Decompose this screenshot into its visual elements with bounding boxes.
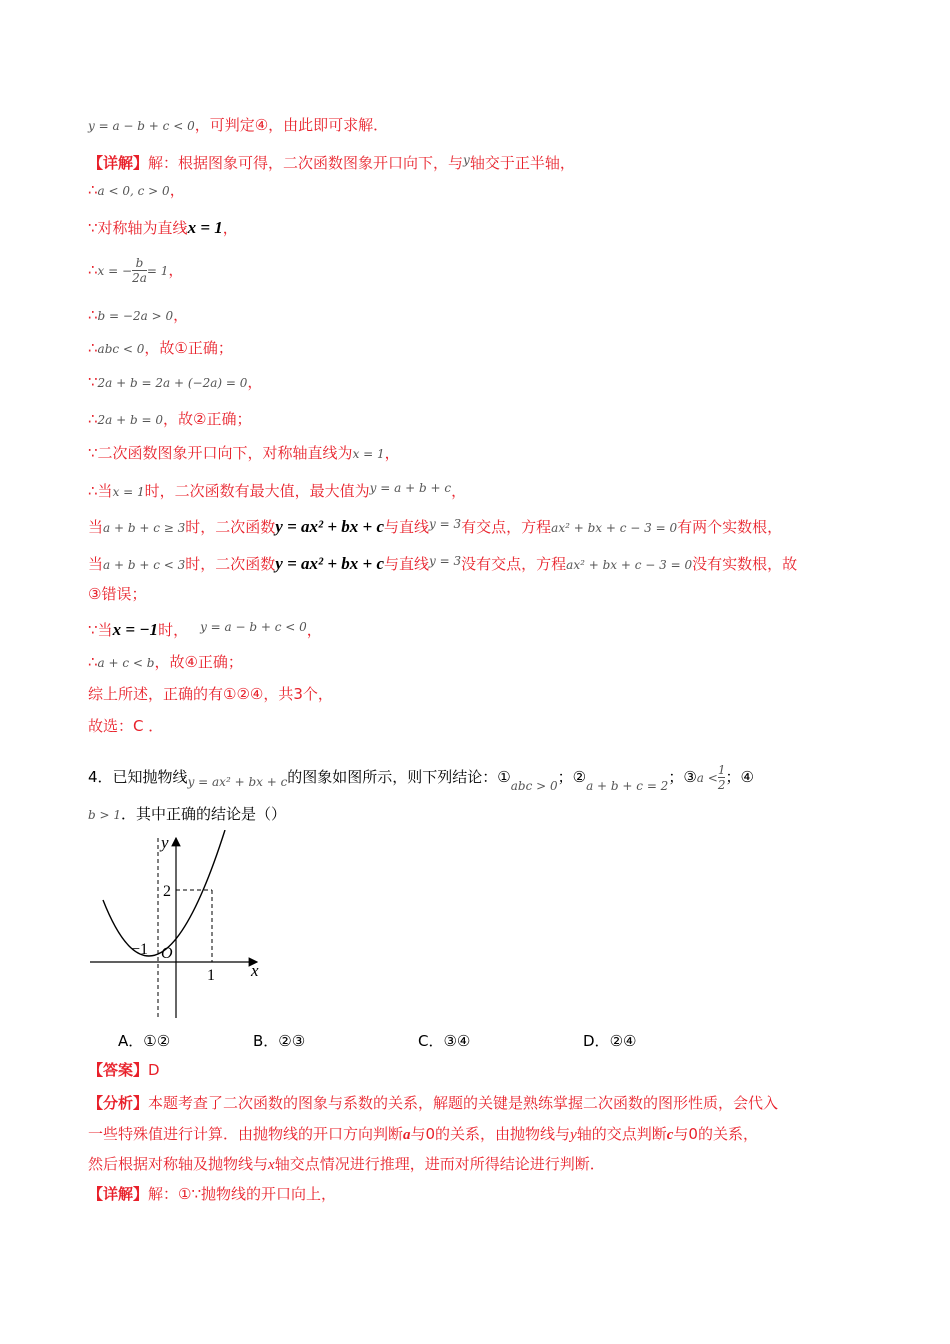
sol3-line11 xyxy=(88,478,466,502)
sol3-line8 xyxy=(88,372,262,393)
sol3-line4 xyxy=(88,218,238,238)
sol3-line13 xyxy=(88,551,797,575)
analysis-line1 xyxy=(88,1093,778,1113)
text: ， xyxy=(247,373,263,391)
denominator: 2a xyxy=(132,271,147,285)
text: 时， xyxy=(158,621,189,639)
math: a < xyxy=(696,771,718,785)
text: 当 xyxy=(97,621,113,639)
sol3-line14 xyxy=(88,584,146,604)
sol3-line1 xyxy=(88,115,388,136)
math: y = 3 xyxy=(429,517,462,531)
analysis-line3 xyxy=(88,1154,605,1175)
fraction xyxy=(132,256,147,285)
sol3-line7 xyxy=(88,338,233,359)
text: ，故①正确； xyxy=(144,339,233,357)
math: a + b + c ≥ 3 xyxy=(103,521,186,535)
answer-tag: 【答案】 xyxy=(88,1061,149,1079)
math: x = 1 xyxy=(352,447,385,461)
sol3-line2 xyxy=(88,150,575,173)
option-key: D． xyxy=(583,1032,610,1050)
math: b > 1 xyxy=(88,808,121,822)
because-symbol: ∵ xyxy=(88,621,98,639)
math: y = a − b + c < 0 xyxy=(88,119,195,133)
analysis-tag: 【分析】 xyxy=(88,1094,149,1112)
option-text: ①② xyxy=(143,1032,171,1050)
text: 没有实数根，故 xyxy=(692,555,798,573)
math: y = a − b + c < 0 xyxy=(200,620,307,634)
therefore-symbol: ∴ xyxy=(88,339,98,357)
therefore-symbol: ∴ xyxy=(88,181,98,199)
option-text: ②③ xyxy=(278,1032,306,1050)
text: 轴交点情况进行推理，进而对所得结论进行判断． xyxy=(274,1155,605,1173)
therefore-symbol: ∴ xyxy=(88,410,98,428)
q4-stem-line2 xyxy=(88,804,286,825)
analysis-line2 xyxy=(88,1124,758,1145)
text: ， xyxy=(169,181,185,199)
math: = 1 xyxy=(146,264,169,278)
math: y = a + b + c xyxy=(369,481,452,495)
option-text: ②④ xyxy=(609,1032,637,1050)
math: 2a + b = 2a + (−2a) = 0 xyxy=(97,376,248,390)
text: ；② xyxy=(557,768,587,786)
math: y = ax² + bx + c xyxy=(275,554,385,573)
option-c[interactable] xyxy=(418,1030,470,1051)
therefore-symbol: ∴ xyxy=(88,306,98,324)
text: 故选：C ． xyxy=(88,717,164,735)
answer-value: D xyxy=(148,1061,160,1079)
text: 有交点，方程 xyxy=(461,518,552,536)
sol3-line5 xyxy=(88,255,183,286)
sol3-line9 xyxy=(88,409,251,430)
x-axis-label: x xyxy=(251,961,259,980)
math: abc < 0 xyxy=(97,342,145,356)
math: y = 3 xyxy=(429,554,462,568)
text: 解：① xyxy=(148,1185,192,1203)
text: 与直线 xyxy=(384,555,430,573)
math: c xyxy=(666,1127,674,1143)
math: x = − xyxy=(97,264,133,278)
tick-label-1: 1 xyxy=(207,967,215,984)
option-a[interactable] xyxy=(118,1030,170,1051)
answer-line xyxy=(88,1060,160,1080)
math: a + c < b xyxy=(97,656,155,670)
sol3-line3 xyxy=(88,180,185,201)
math: x = 1 xyxy=(187,218,223,237)
text: 与直线 xyxy=(384,518,430,536)
because-symbol: ∵ xyxy=(88,373,98,391)
math: ax² + bx + c − 3 = 0 xyxy=(551,521,678,535)
math: 2a + b = 0 xyxy=(97,413,164,427)
q4-stem-line1 xyxy=(88,762,754,801)
text: ， xyxy=(168,261,184,279)
option-key: C． xyxy=(418,1032,444,1050)
text: ， xyxy=(173,306,189,324)
text: ．其中正确的结论是（） xyxy=(121,805,287,823)
origin-label: O xyxy=(161,945,173,962)
text: ；④ xyxy=(725,768,754,786)
therefore-symbol: ∴ xyxy=(88,653,98,671)
because-symbol: ∵ xyxy=(191,1185,202,1203)
text: 时，二次函数 xyxy=(185,518,276,536)
text: 与0的关系，由抛物线与 xyxy=(410,1125,571,1143)
text: 轴交于正半轴， xyxy=(469,154,575,172)
sol3-line18 xyxy=(88,716,163,736)
text: 抛物线的开口向上， xyxy=(201,1185,337,1203)
text: 没有交点，方程 xyxy=(461,555,567,573)
math: y = ax² + bx + c xyxy=(187,775,288,789)
text: 与0的关系， xyxy=(673,1125,758,1143)
math: x = 1 xyxy=(112,485,145,499)
text: ；③ xyxy=(668,768,697,786)
text: ， xyxy=(222,219,238,237)
sol3-line10 xyxy=(88,443,400,464)
math: abc > 0 xyxy=(510,779,558,793)
sol3-line17 xyxy=(88,684,333,704)
option-b[interactable] xyxy=(253,1030,305,1051)
option-text: ③④ xyxy=(443,1032,471,1050)
question-number: 4． xyxy=(88,768,113,786)
because-symbol: ∵ xyxy=(88,219,98,237)
math: y = ax² + bx + c xyxy=(275,517,385,536)
text: ， xyxy=(306,621,322,639)
detail-line xyxy=(88,1184,336,1204)
math: a + b + c = 2 xyxy=(586,779,669,793)
numerator: 1 xyxy=(717,763,726,777)
math: y xyxy=(570,1127,577,1143)
sol3-line6 xyxy=(88,305,188,326)
text: 有两个实数根， xyxy=(677,518,783,536)
text: 当 xyxy=(97,482,113,500)
text: 二次函数图象开口向下，对称轴直线为 xyxy=(97,444,353,462)
text: ， xyxy=(384,444,400,462)
parabola-graph xyxy=(85,830,275,1020)
text: 已知抛物线 xyxy=(112,768,188,786)
math: a xyxy=(403,1127,411,1143)
text: 当 xyxy=(88,555,104,573)
text: 时，二次函数 xyxy=(185,555,276,573)
math: x xyxy=(268,1157,275,1173)
because-symbol: ∵ xyxy=(88,444,98,462)
option-d[interactable] xyxy=(583,1030,636,1051)
text: 对称轴为直线 xyxy=(97,219,188,237)
text: ③错误； xyxy=(88,585,147,603)
denominator: 2 xyxy=(717,778,726,792)
math: a + b + c < 3 xyxy=(103,558,186,572)
sol3-line16 xyxy=(88,652,243,673)
tick-label-2: 2 xyxy=(163,883,171,900)
numerator: b xyxy=(135,256,144,270)
math: ax² + bx + c − 3 = 0 xyxy=(566,558,693,572)
text: 一些特殊值进行计算．由抛物线的开口方向判断 xyxy=(88,1125,404,1143)
therefore-symbol: ∴ xyxy=(88,261,98,279)
text: 轴的交点判断 xyxy=(576,1125,667,1143)
math: b = −2a > 0 xyxy=(97,309,174,323)
detail-tag: 【详解】 xyxy=(88,1185,149,1203)
text: ，可判定④，由此即可求解． xyxy=(194,116,389,134)
text: 当 xyxy=(88,518,104,536)
detail-tag: 【详解】 xyxy=(88,154,149,172)
math: x = −1 xyxy=(112,620,159,639)
math: y xyxy=(463,153,470,167)
text: ， xyxy=(451,482,467,500)
text: 时，二次函数有最大值，最大值为 xyxy=(144,482,370,500)
therefore-symbol: ∴ xyxy=(88,482,98,500)
text: ，故④正确； xyxy=(154,653,243,671)
text: 综上所述，正确的有①②④，共3个， xyxy=(88,685,333,703)
text: 本题考查了二次函数的图象与系数的关系，解题的关键是熟练掌握二次函数的图形性质，会代入 xyxy=(148,1094,779,1112)
text: 解：根据图象可得，二次函数图象开口向下，与 xyxy=(148,154,464,172)
sol3-line12 xyxy=(88,514,782,538)
math: a < 0, c > 0 xyxy=(97,184,170,198)
y-axis-label: y xyxy=(161,833,169,852)
sol3-line15 xyxy=(88,617,322,640)
tick-label-neg1: −1 xyxy=(131,941,149,958)
text: 然后根据对称轴及抛物线与 xyxy=(88,1155,269,1173)
option-key: B． xyxy=(253,1032,279,1050)
text: 的图象如图所示，则下列结论：① xyxy=(287,768,511,786)
option-key: A． xyxy=(118,1032,144,1050)
text: ，故②正确； xyxy=(163,410,252,428)
